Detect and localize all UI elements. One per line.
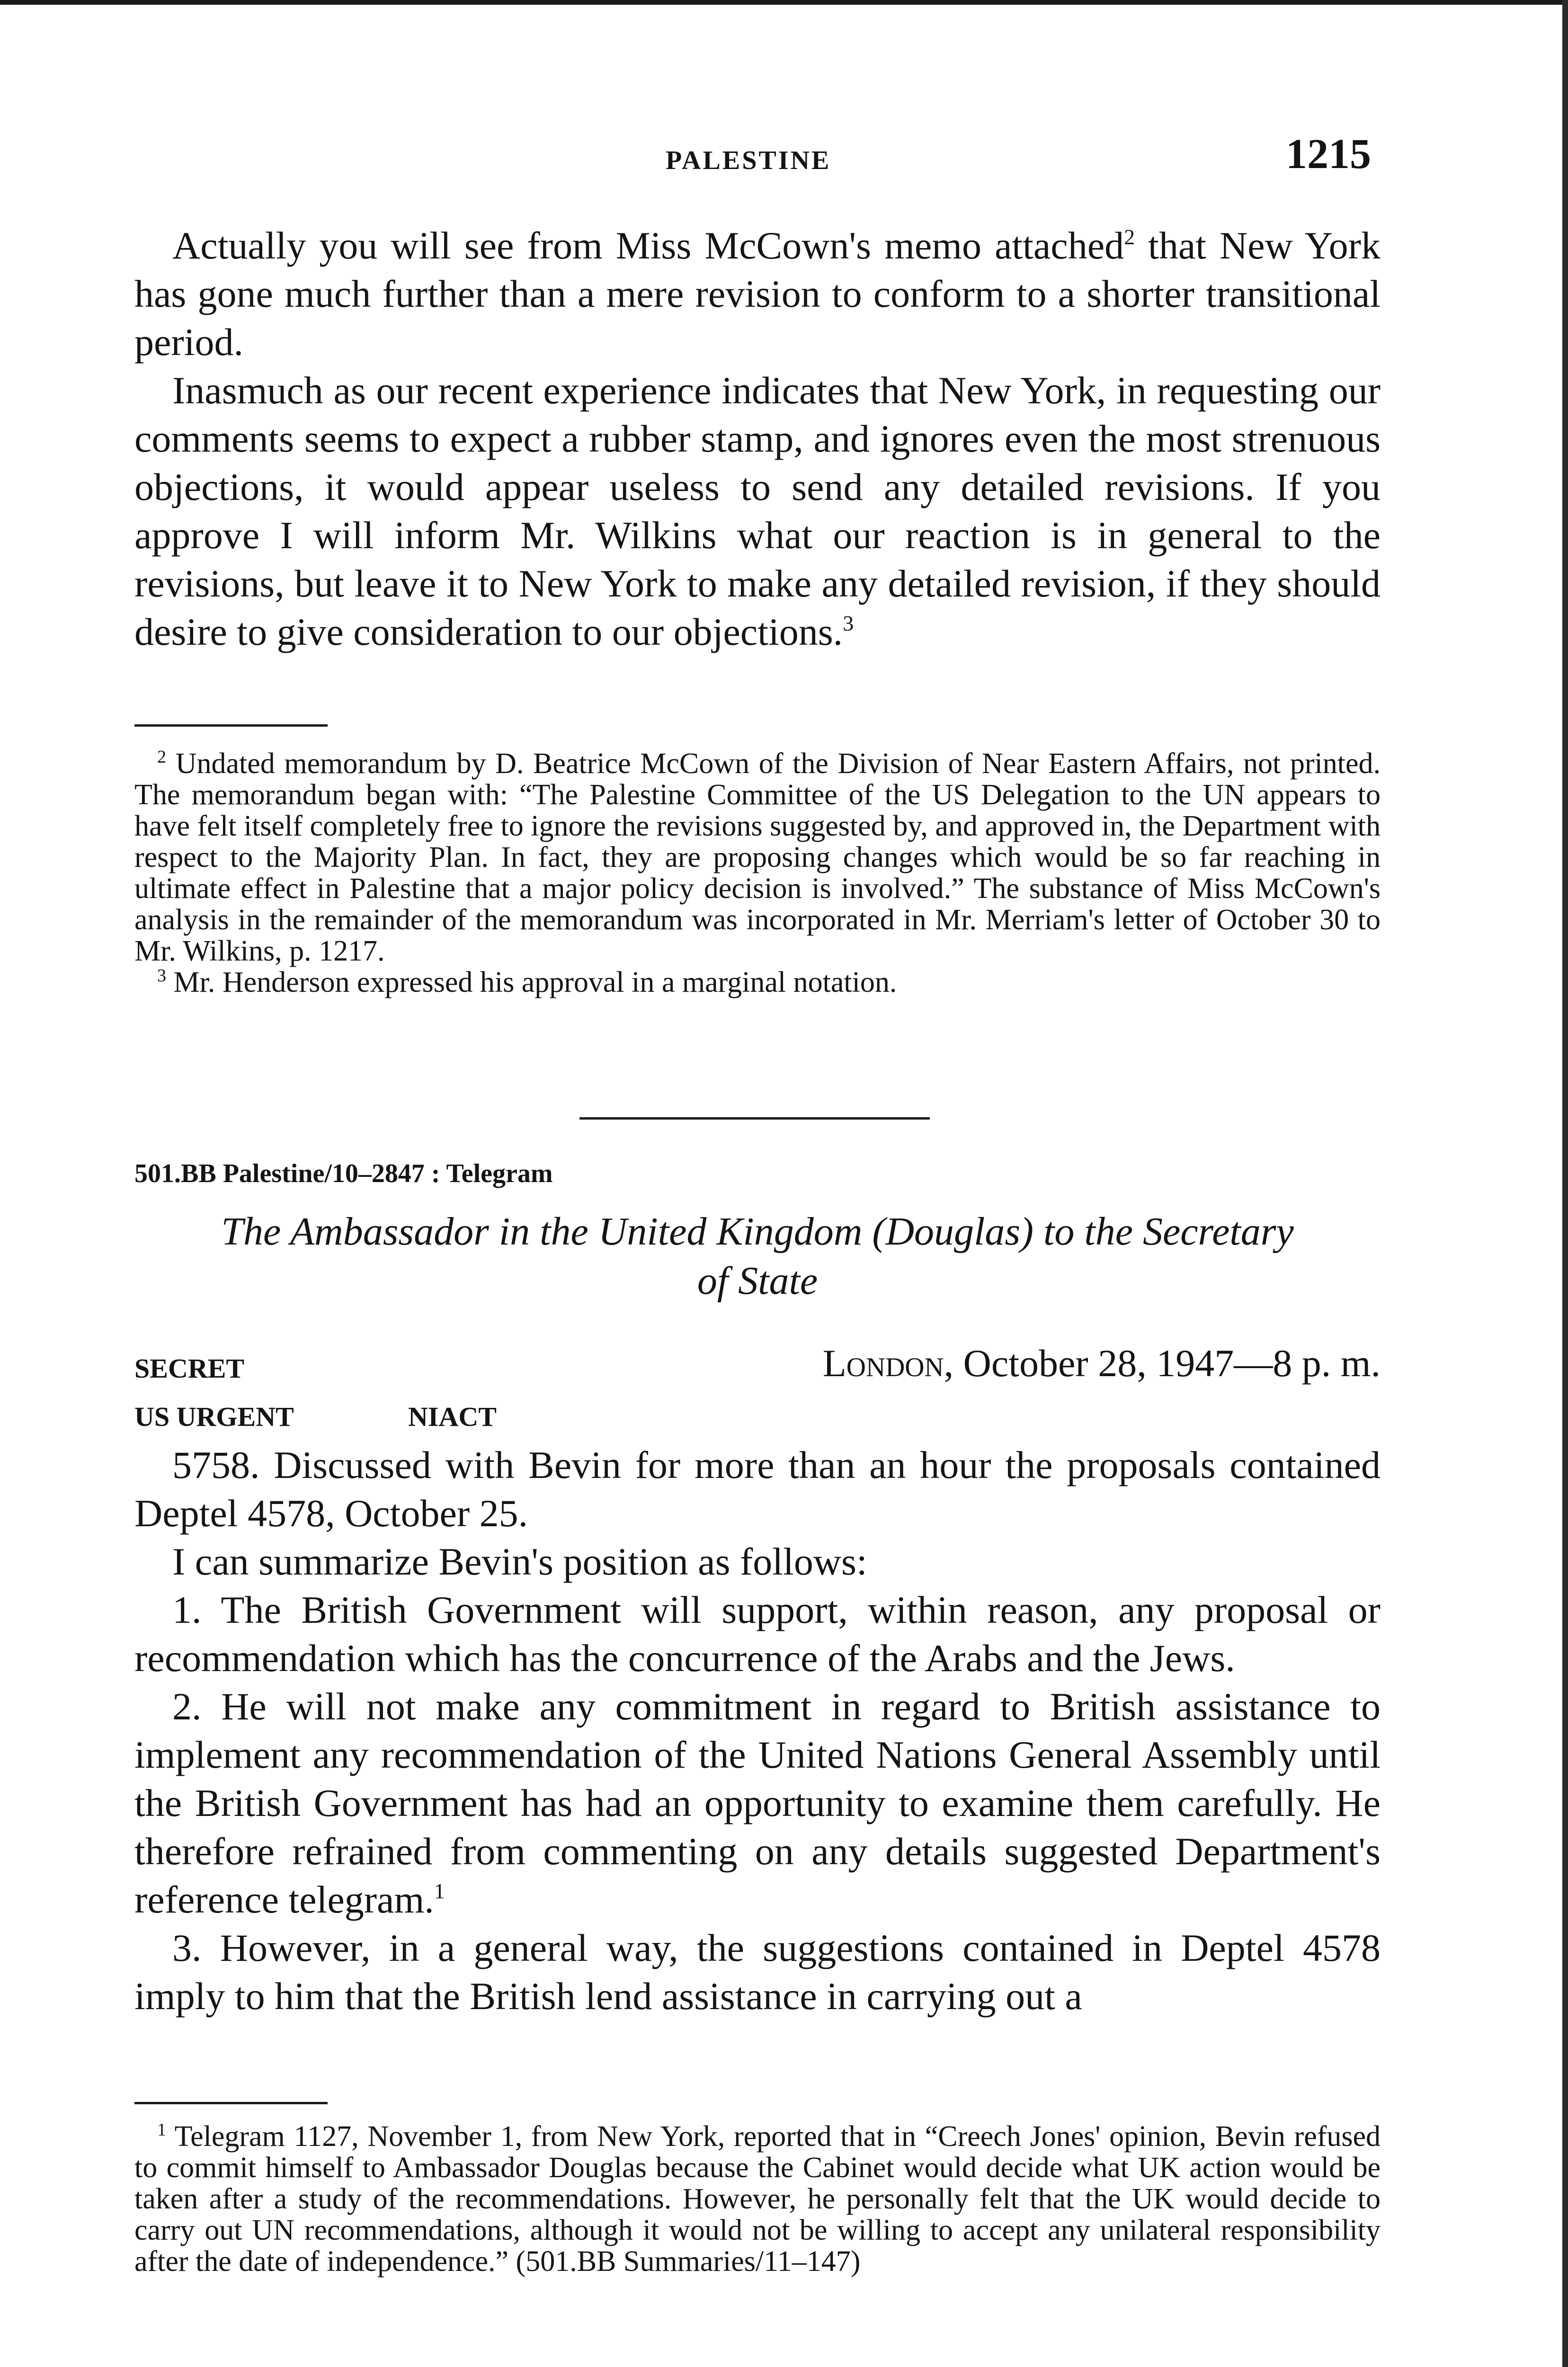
footnote-3 xyxy=(134,967,1381,998)
footnote-ref-3: 3 xyxy=(843,611,854,635)
footnote-3-text: Mr. Henderson expressed his approval in a marginal notation. xyxy=(173,966,897,998)
memo-paragraph-1-text: Actually you will see from Miss McCown's memo attached xyxy=(172,224,1124,267)
running-head: PALESTINE xyxy=(666,146,831,175)
footnotes-bottom xyxy=(134,2121,1381,2277)
footnote-1-text: Telegram 1127, November 1, from New York, reported that in “Creech Jones' opinion, Bevin refused to commit himself to Ambassador Douglas because the Cabinet would decide what UK action would be taken after a study of the recommendations. However, he personally felt that the UK would decide to carry out UN recommendations, although it would not be willing to accept any unilateral responsibility after the date of independence.” (501.BB Summaries/11–147) xyxy=(134,2120,1381,2278)
section-separator xyxy=(579,1117,930,1120)
memo-paragraph-1-rest: that New York has gone much further than a mere revision to conform to a shorter transitional period. xyxy=(134,224,1381,364)
scan-top-edge xyxy=(0,0,1568,5)
telegram-paragraph-4 xyxy=(134,1682,1381,1924)
memo-body xyxy=(134,222,1381,656)
footnote-1 xyxy=(134,2121,1381,2277)
telegram-paragraph-1: 5758. Discussed with Bevin for more than an hour the proposals contained Deptel 4578, October 25. xyxy=(134,1443,1381,1535)
footnote-separator-bottom xyxy=(134,2102,328,2104)
footnotes-top xyxy=(134,748,1381,998)
footnote-2-mark: 2 xyxy=(157,747,166,767)
memo-paragraph-2 xyxy=(134,366,1381,656)
footnote-ref-1: 1 xyxy=(434,1879,445,1903)
memo-paragraph-2-text: Inasmuch as our recent experience indicates that New York, in requesting our comments seems to expect a rubber stamp, and ignores even the most strenuous objections, it would appear useless to send any detailed revisions. If you approve I will inform Mr. Wilkins what our reaction is in general to the revisions, but leave it to New York to make any detailed revision, if they should desire to give consideration to our objections. xyxy=(134,369,1381,653)
footnote-3-mark: 3 xyxy=(157,966,166,986)
telegram-paragraph-4-text: 2. He will not make any commitment in regard to British assistance to implement any recommendation of the United Nations General Assembly until the British Government has had an opportunity to examine them carefully. He therefore refrained from commenting on any details suggested Department's reference telegram. xyxy=(134,1685,1381,1921)
scan-right-edge xyxy=(1562,0,1568,2367)
document-title-line-2: of State xyxy=(697,1259,818,1303)
precedence-niact: NIACT xyxy=(408,1401,497,1432)
precedence-urgent: US URGENT xyxy=(134,1401,294,1432)
telegram-paragraph-5: 3. However, in a general way, the suggestions contained in Deptel 4578 imply to him that the British lend assistance in carrying out a xyxy=(134,1926,1381,2018)
memo-paragraph-1 xyxy=(134,222,1381,366)
telegram-body xyxy=(134,1441,1381,2020)
classification-label: SECRET xyxy=(134,1353,245,1384)
document-title xyxy=(134,1207,1381,1306)
date-time: , October 28, 1947—8 p. m. xyxy=(944,1342,1381,1385)
footnote-separator-top xyxy=(134,724,328,727)
document-title-line-1: The Ambassador in the United Kingdom (Douglas) to the Secretary xyxy=(221,1210,1294,1254)
telegram-paragraph-3: 1. The British Government will support, within reason, any proposal or recommendation which has the concurrence of the Arabs and the Jews. xyxy=(134,1588,1381,1680)
footnote-2-text: Undated memorandum by D. Beatrice McCown of the Division of Near Eastern Affairs, not printed. The memorandum began with: “The Palestine Committee of the US Delegation to the UN appears to have felt itself completely free to ignore the revisions suggested by, and approved in, the Department with respect to the Majority Plan. In fact, they are proposing changes which would be so far reaching in ultimate effect in Palestine that a major policy decision is involved.” The substance of Miss McCown's analysis in the remainder of the memorandum was incorporated in Mr. Merriam's letter of October 30 to Mr. Wilkins, p. 1217. xyxy=(134,747,1381,967)
telegram-paragraph-2: I can summarize Bevin's position as follows: xyxy=(172,1540,867,1583)
place-date-line xyxy=(739,1340,1381,1387)
footnote-1-mark: 1 xyxy=(157,2120,166,2140)
footnote-2 xyxy=(134,748,1381,967)
footnote-ref-2: 2 xyxy=(1124,225,1135,249)
page-number: 1215 xyxy=(1286,131,1371,178)
place-name: London xyxy=(822,1342,944,1385)
file-reference: 501.BB Palestine/10–2847 : Telegram xyxy=(134,1159,553,1188)
